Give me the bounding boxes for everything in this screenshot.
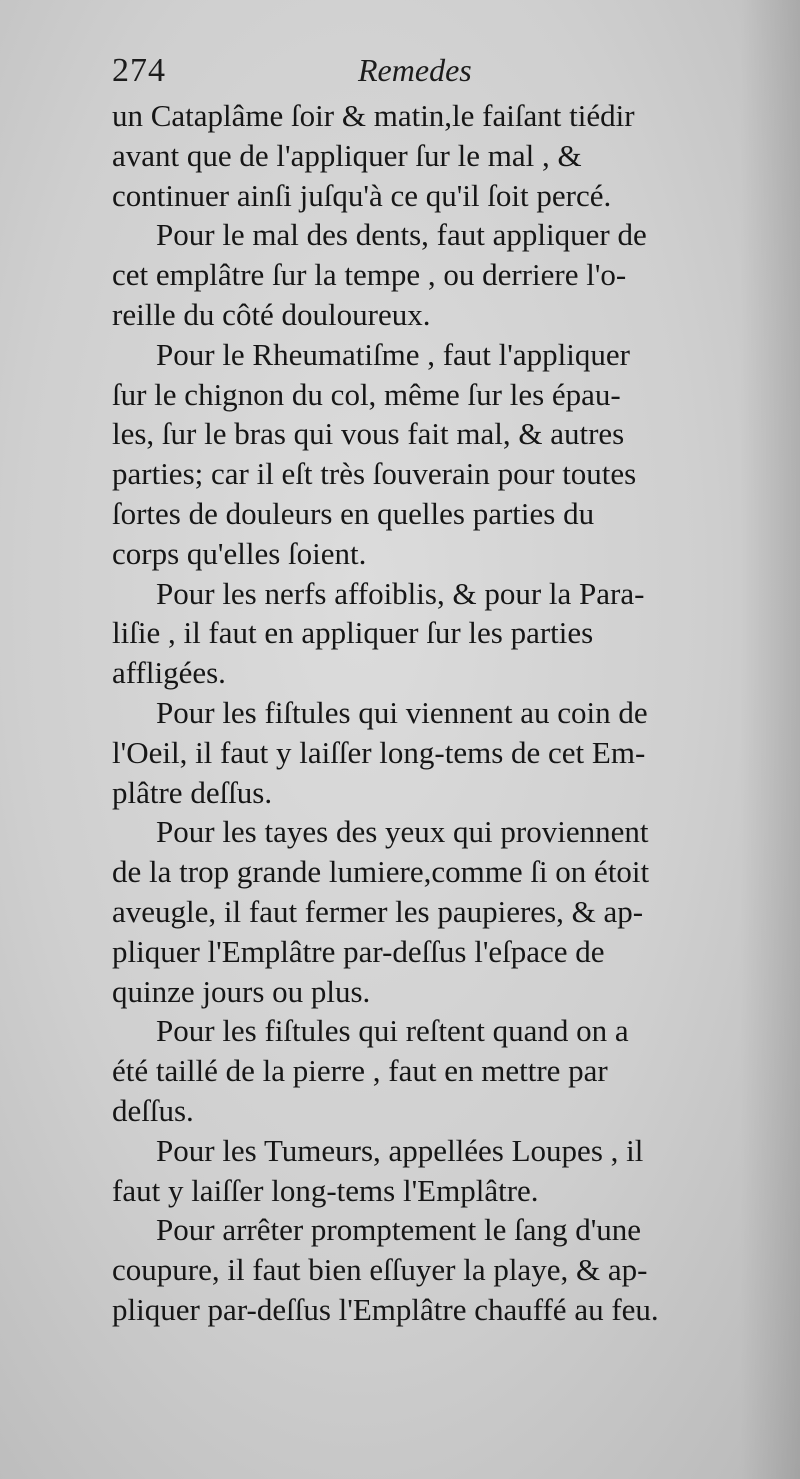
running-title: Remedes <box>358 52 472 88</box>
text-line: faut y laiſſer long-tems l'Emplâtre. <box>112 1172 539 1208</box>
text-line: pliquer par-deſſus l'Emplâtre chauffé au feu. <box>112 1291 659 1327</box>
text-line: pliquer l'Emplâtre par-deſſus l'eſpace de <box>112 933 605 969</box>
text-line: aveugle, il faut fermer les paupieres, & ap- <box>112 893 644 929</box>
text-line: coupure, il faut bien eſſuyer la playe, & ap- <box>112 1252 648 1288</box>
text-line: cet emplâtre ſur la tempe , ou derriere l'o- <box>112 257 627 293</box>
text-line: quinze jours ou plus. <box>112 973 371 1009</box>
text-line: ſortes de douleurs en quelles parties du <box>112 495 595 531</box>
text-line: Pour le Rheumatiſme , faut l'appliquer <box>156 336 630 372</box>
text-line: Pour les fiſtules qui viennent au coin de <box>156 694 648 730</box>
text-line: de la trop grande lumiere,comme ſi on étoit <box>112 854 650 890</box>
text-line: continuer ainſi juſqu'à ce qu'il ſoit percé. <box>112 177 612 213</box>
body-text <box>112 96 752 1330</box>
text-line: Pour les tayes des yeux qui proviennent <box>156 814 649 850</box>
text-line: deſſus. <box>112 1092 194 1128</box>
text-line: affligées. <box>112 655 226 691</box>
text-line: plâtre deſſus. <box>112 774 273 810</box>
text-line: Pour le mal des dents, faut appliquer de <box>156 217 647 253</box>
page-number: 274 <box>112 52 166 89</box>
text-line: les, ſur le bras qui vous fait mal, & autres <box>112 416 625 452</box>
text-line: l'Oeil, il faut y laiſſer long-tems de cet Em- <box>112 734 646 770</box>
text-line: Pour les Tumeurs, appellées Loupes , il <box>156 1132 644 1168</box>
text-line: avant que de l'appliquer ſur le mal , & <box>112 137 582 173</box>
text-line: Pour arrêter promptement le ſang d'une <box>156 1212 642 1248</box>
page-header <box>112 52 752 98</box>
text-line: parties; car il eſt très ſouverain pour toutes <box>112 456 637 492</box>
text-line: reille du côté douloureux. <box>112 296 431 332</box>
text-line: Pour les fiſtules qui reſtent quand on a <box>156 1013 629 1049</box>
text-line: corps qu'elles ſoient. <box>112 535 367 571</box>
text-line: un Cataplâme ſoir & matin,le faiſant tiédir <box>112 98 635 133</box>
text-line: ſur le chignon du col, même ſur les épau- <box>112 376 621 412</box>
text-line: Pour les nerfs affoiblis, & pour la Para- <box>156 575 645 611</box>
text-line: été taillé de la pierre , faut en mettre par <box>112 1053 608 1089</box>
text-line: liſie , il faut en appliquer ſur les parties <box>112 615 594 651</box>
